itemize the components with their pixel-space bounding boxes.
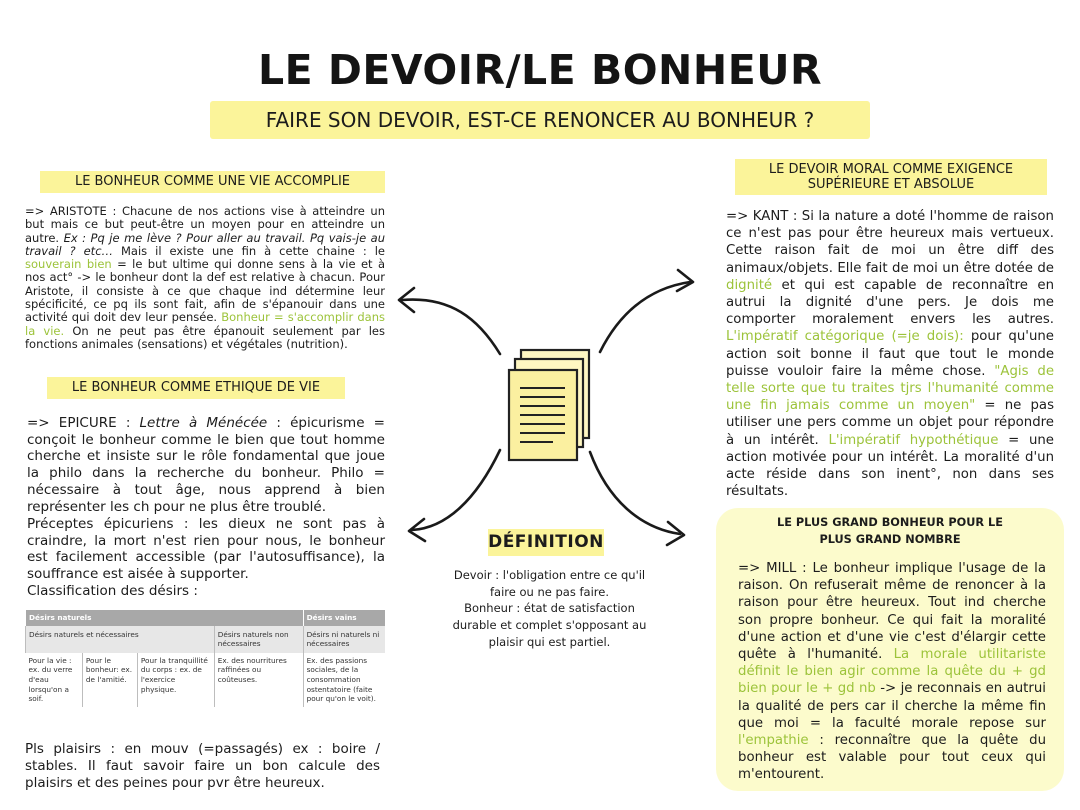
morale-utilitariste-highlight: La morale utilitariste définit le bien agir comme la quête du + gd bien pour le + gd nb [738, 647, 1046, 697]
cell-nourritures-raffinees: Ex. des nourritures raffinées ou coûteuses. [214, 653, 303, 707]
cell-pour-le-bonheur: Pour le bonheur: ex. de l'amitié. [82, 653, 137, 707]
aristote-text-1: => ARISTOTE : Chacune de nos actions vise à atteindre un but mais ce but peut-être un moyen pour en atteindre un autre. [25, 204, 385, 245]
def-devoir: Devoir : l'obligation entre ce qu'il faire ou ne pas faire. [453, 568, 646, 599]
arrow-down-right [590, 452, 680, 534]
mill-paragraph [738, 560, 1046, 784]
preceptes-paragraph: Préceptes épicuriens : les dieux ne sont pas à craindre, la mort n'est rien pour nous, le bonheur est facilement accessible (par l'autosuffisance), la souffrance est aisée à supporter. [27, 516, 385, 583]
kant-text-2: et qui est capable de reconnaître en autrui la dignité d'une pers. Je dois me comporter moralement envers les autres. [726, 277, 1054, 328]
heading-bonheur-vie-accomplie: LE BONHEUR COMME UNE VIE ACCOMPLIE [40, 171, 385, 193]
bonheur-accomplir-highlight: Bonheur = s'accomplir dans la vie. [25, 310, 386, 338]
epicure-text-1: => EPICURE : [27, 415, 140, 431]
definition-heading: DÉFINITION [488, 529, 604, 556]
kant-text-5: = une action motivée pour un intérêt. La moralité d'un acte réside dans son inent°, non dans ses résultats. [726, 432, 1054, 500]
classification-label: Classification des désirs : [27, 583, 198, 599]
page-subtitle: FAIRE SON DEVOIR, EST-CE RENONCER AU BONHEUR ? [210, 101, 870, 139]
aristote-example: Ex : Pq je me lève ? Pour aller au travail. Pq vais-je au travail ? etc… [25, 230, 386, 258]
heading-plus-grand-bonheur: LE PLUS GRAND BONHEUR POUR LE PLUS GRAND NOMBRE [777, 516, 1003, 546]
header-desirs-vains: Désirs vains [303, 610, 385, 626]
def-bonheur: Bonheur : état de satisfaction durable et complet s'opposant au plaisir qui est partiel. [452, 601, 647, 649]
cell-tranquillite-corps: Pour la tranquillité du corps : ex. de l'exercice physique. [137, 653, 214, 707]
aristote-text-2: Mais il existe une fin à cette chaine : le [113, 243, 385, 258]
kant-text-3: pour qu'une action soit bonne il faut que tout le monde puisse vouloir faire la même chose. [726, 329, 1054, 379]
imperatif-hypothetique-highlight: L'impératif hypothétique [828, 432, 999, 448]
mill-text-1: => MILL : Le bonheur implique l'usage de la raison. On refuserait même de renoncer à la raison pour être heureux. Tout ind cherche son propre bonheur. Ce qui fait la moralité d'une action et d'une vie c'est d'élargir cette quête à l'humanité. [738, 561, 1046, 663]
kant-paragraph [726, 208, 1054, 500]
cell-passions-sociales: Ex. des passions sociales, de la consommation ostentatoire (faite pour qu'on le voit). [303, 653, 385, 707]
empathie-highlight: l'empathie [738, 733, 809, 749]
sub-ni-naturels-ni-necessaires: Désirs ni naturels ni nécessaires [303, 626, 385, 653]
page-title: LE DEVOIR/LE BONHEUR [257, 46, 823, 94]
mill-text-2: -> je reconnais en autrui la qualité de pers car il cherche la même fin que moi = la faculté morale repose sur [738, 681, 1046, 731]
plaisirs-footer: Pls plaisirs : en mouv (=passagés) ex : boire / stables. Il faut savoir faire un bon calcule des plaisirs et des peines pour pvr être heureux. [25, 741, 380, 791]
sub-naturels-non-necessaires: Désirs naturels non nécessaires [214, 626, 303, 653]
heading-bonheur-ethique: LE BONHEUR COMME ETHIQUE DE VIE [47, 377, 345, 399]
cell-pour-la-vie: Pour la vie : ex. du verre d'eau lorsqu'on a soif. [28, 655, 73, 704]
header-desirs-naturels: Désirs naturels [26, 610, 304, 626]
epicure-text-2: : épicurisme = conçoit le bonheur comme le bien que tout homme cherche et insiste sur le rôle fondamental que joue la philo dans la recherche du bonheur. Philo = nécessaire à tout âge, nous apprend à bien représenter les ch pour ne plus être troublé. [27, 415, 385, 515]
heading-devoir-moral: LE DEVOIR MORAL COMME EXIGENCE SUPÉRIEURE ET ABSOLUE [735, 159, 1047, 195]
aristote-text-3: = le but ultime qui donne sens à la vie et à nos act° -> le bonheur dont la def est relative à chacun. Pour Aristote, il consiste à ce que chaque ind détermine leur spécificité, ce pq ils sont fait, afin de s'épanouir dans une activité qui doit dev leur pensée. [25, 257, 385, 325]
kant-quote-highlight: "Agis de telle sorte que tu traites tjrs l'humanité comme une fin jamais comme un moyen" [726, 363, 1055, 414]
kant-text-1: => KANT : Si la nature a doté l'homme de raison ce n'est pas pour être heureux mais vertueux. Cette raison fait de moi un être diff des animaux/objets. Elle fait de moi un être dotée de [726, 209, 1054, 276]
dignite-highlight: dignité [726, 277, 773, 293]
arrow-up-right [600, 282, 690, 352]
arrow-up-right-head [677, 270, 693, 291]
kant-text-4: = ne pas utiliser une pers comme un objet pour répondre à un intérêt. [726, 398, 1055, 448]
arrow-down-left [412, 450, 500, 530]
mill-text-3: : reconnaître que la quête du bonheur est valable pour tout ceux qui m'entourent. [738, 733, 1046, 783]
lettre-menecee: Lettre à Ménécée [139, 415, 268, 431]
sub-naturels-necessaires: Désirs naturels et nécessaires [26, 626, 215, 653]
imperatif-categorique-highlight: L'impératif catégorique (=je dois): [726, 329, 964, 345]
aristote-text-4: On ne peut pas être épanouit seulement par les fonctions animales (sensations) et végétales (nutrition). [25, 323, 385, 351]
souverain-bien-highlight: souverain bien [25, 257, 112, 272]
arrow-up-left [402, 300, 500, 354]
